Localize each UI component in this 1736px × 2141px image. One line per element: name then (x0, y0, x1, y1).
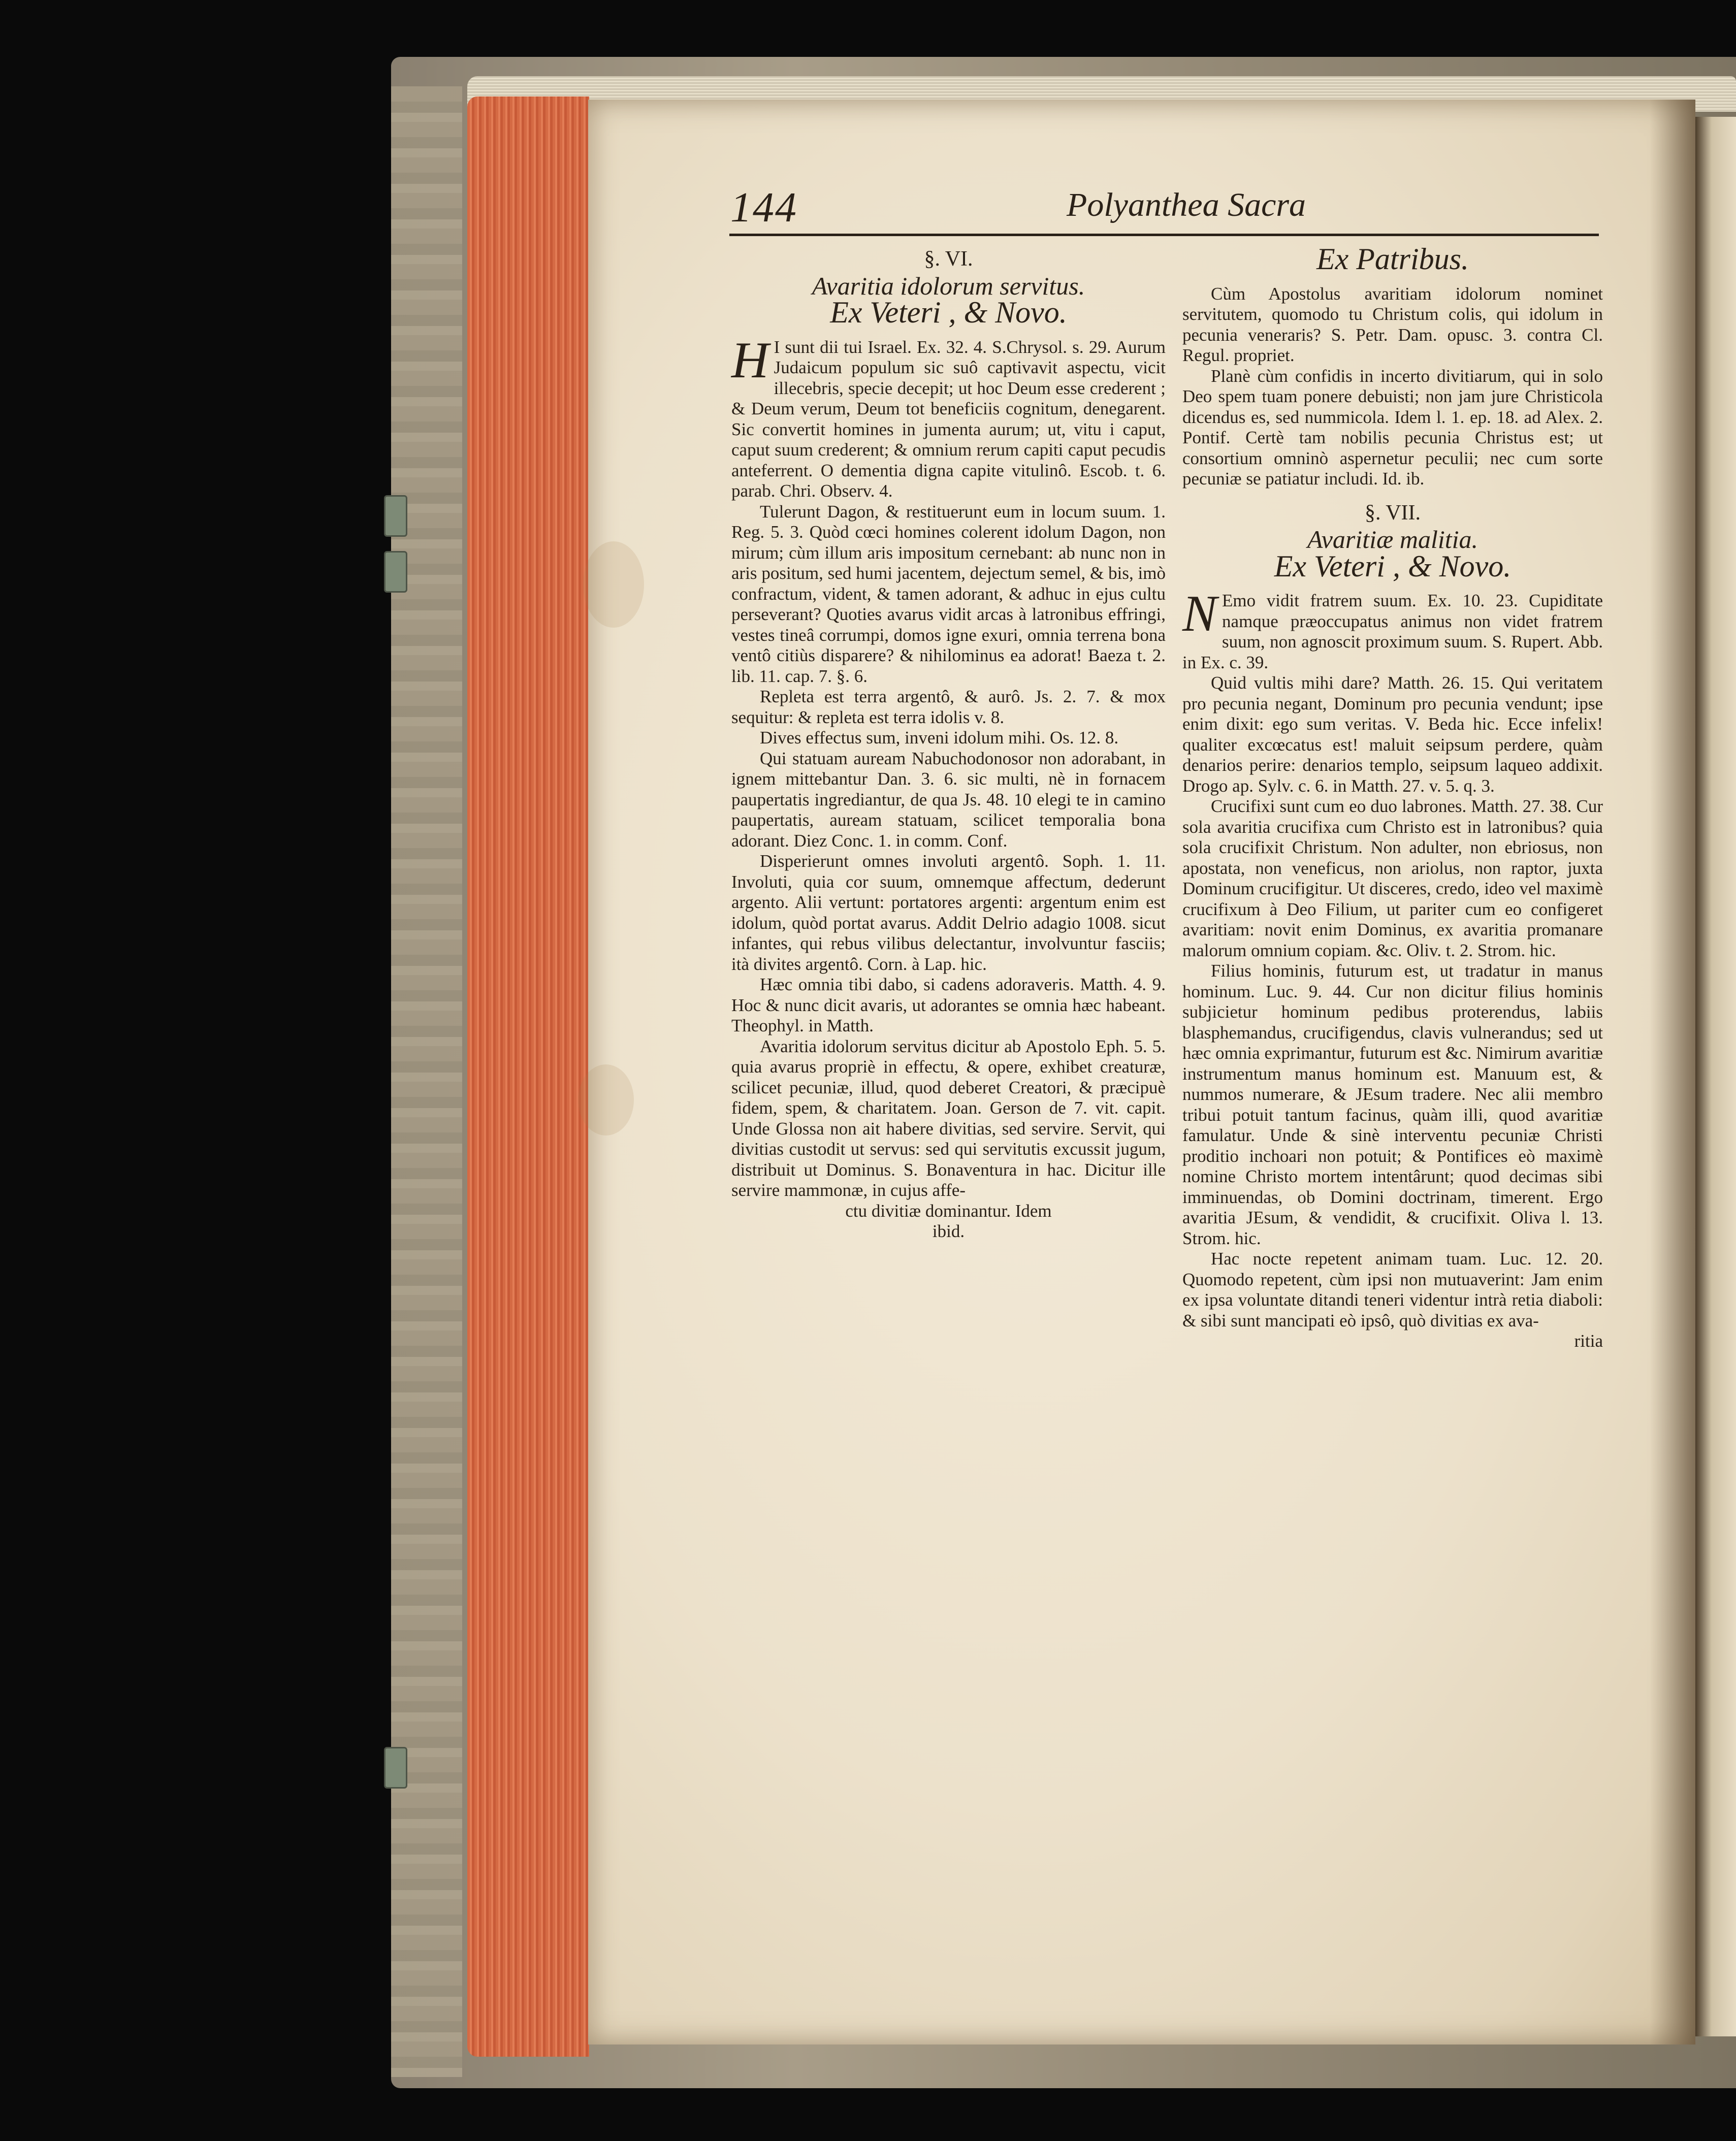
section-subtitle: Ex Veteri , & Novo. (830, 296, 1067, 329)
header-rule (729, 234, 1599, 236)
drop-cap: N (1182, 585, 1217, 642)
running-title: Polyanthea Sacra (1067, 186, 1306, 223)
section-subtitle: Ex Veteri , & Novo. (1274, 549, 1512, 583)
section-title: Avaritia idolorum servitus. (812, 271, 1085, 300)
paragraph (731, 331, 1166, 502)
closing-line: ctu divitiæ dominantur. Idem (845, 1201, 1052, 1221)
right-column (1182, 242, 1603, 1352)
section-title: Ex Patribus. (1316, 242, 1469, 276)
paragraph: Hac nocte repetent animam tuam. Luc. 12. 20. Quomodo repetent, cùm ipsi non mutuaverint: Jam enim ex ipsa voluntate ditandi teneri videntur intrà retia diaboli: & sibi sunt mancipati eò ipsô, quò divitias ex ava- (1182, 1249, 1603, 1331)
section-number: §. VI. (924, 247, 973, 271)
paragraph: Cùm Apostolus avaritiam idolorum nominet servitutem, quomodo tu Christum colis, qui idolum in pecunia veneraris? S. Petr. Dam. opusc. 3. contra Cl. Regul. propriet. (1182, 283, 1603, 365)
paragraph: Qui statuam auream Nabuchodonosor non adorabant, in ignem mittebantur Dan. 3. 6. sic multi, nè in fornacem paupertatis ingrediantur, de qua Js. 48. 10 elegi te in camino paupertatis, auream statuam, scilicet temporalia bona adorant. Diez Conc. 1. in comm. Conf. (731, 748, 1166, 851)
page-number: 144 (730, 184, 797, 231)
paragraph: Quid vultis mihi dare? Matth. 26. 15. Qui veritatem pro pecunia negant, Dominum pro pecunia vendunt; ipse enim dixit: ego sum veritas. V. Beda hic. Ecce infelix! qualiter excœcatus est! maluit seipsum perdere, quàm denarios perire: denarios templo, seipsum laqueo addixit. Drogo ap. Sylv. c. 6. in Matth. 27. v. 5. q. 3. (1182, 673, 1603, 796)
paragraph: Crucifixi sunt cum eo duo labrones. Matth. 27. 38. Cur sola avaritia crucifixa cum Christo est in latronibus? quia sola crucifixit Christum. Non adulter, non ebriosus, non apostata, non veneficus, non ariolus, non raptor, juxta Dominum crucifigitur. Ut disceres, credo, ideo vel maximè crucifixum à Deo Filium, ut pariter cum eo configeret avaritiam: novit enim Dominus, ex avaritia promanare malorum omnium copiam. &c. Oliv. t. 2. Strom. hic. (1182, 796, 1603, 960)
paragraph: Hæc omnia tibi dabo, si cadens adoraveris. Matth. 4. 9. Hoc & nunc dicit avaris, ut adorantes se omnia hæc habeant. Theophyl. in Matth. (731, 975, 1166, 1035)
paragraph: Tulerunt Dagon, & restituerunt eum in locum suum. 1. Reg. 5. 3. Quòd cœci homines colerent idolum Dagon, non mirum; cùm illum aris impositum cernebant: ab nunc non in aris positum, sed humi jacentem, dejectum semel, & bis, imò confractum, vident, & tamen adorant, & adhuc in ejus cultu perseverant? Quoties avarus vidit arcas à latronibus effringi, vestes tineâ corrumpi, domos igne exuri, omnia terrena bona ventô citiùs disparere? & nihilominus ea adorat! Baeza t. 2. lib. 11. cap. 7. §. 6. (731, 501, 1166, 686)
paragraph-text: Emo vidit fratrem suum. Ex. 10. 23. Cupiditate namque præoccupatus animus non videt fratrem suum, non agnoscit proximum suum. S. Rupert. Abb. in Ex. c. 39. (1182, 591, 1603, 672)
closing-reference: ibid. (932, 1221, 965, 1241)
drop-cap: H (731, 331, 769, 389)
paragraph (1182, 585, 1603, 673)
catchword: ritia (1574, 1331, 1603, 1351)
section-number: §. VII. (1364, 501, 1421, 525)
paragraph: Repleta est terra argentô, & aurô. Js. 2. 7. & mox sequitur: & repleta est terra idolis v. 8. (731, 687, 1166, 727)
paragraph: Disperierunt omnes involuti argentô. Soph. 1. 11. Involuti, quia cor suum, omnemque affectum, dederunt argento. Alii vertunt: portatores argenti: argentum enim est idolum, quòd portat avarus. Addit Delrio adagio 1008. sicut infantes, qui rebus vilibus delectantur, involvuntur fasciis; ità divites argentô. Corn. à Lap. hic. (731, 851, 1166, 974)
paragraph-text: I sunt dii tui Israel. Ex. 32. 4. S.Chrysol. s. 29. Aurum Judaicum populum sic suô captivavit aspectu, vicit illecebris, specie decepit; ut hoc Deum esse crederent ; & Deum verum, Deum tot beneficiis cognitum, denegarent. Sic convertit homines in jumenta aurum; ut, vitu i caput, caput suum crederent; & omnium rerum capiti caput pecudis anteferrent. O dementia digna capite vitulinô. Escob. t. 6. parab. Chri. Observ. 4. (731, 337, 1166, 501)
paragraph: Avaritia idolorum servitus dicitur ab Apostolo Eph. 5. 5. quia avarus propriè in effectu, & opere, exhibet creaturæ, scilicet pecuniæ, illud, quod deberet Creatori, & præcipuè fidem, spem, & charitatem. Joan. Gerson de 7. vit. capit. Unde Glossa non ait habere divitias, sed servire. Servit, qui divitias custodit ut servus: sed qui servitutis excussit jugum, distribuit ut Dominus. S. Bonaventura in hac. Dicitur ille servire mammonæ, in cujus affe- (731, 1036, 1166, 1200)
paragraph: Filius hominis, futurum est, ut tradatur in manus hominum. Luc. 9. 44. Cur non dicitur filius hominis subjicietur hominum pedibus proterendus, labiis blasphemandus, crucifigendus, clavis vulnerandus; sed ut hæc omnia exprimantur, futurum est &c. Nimirum avaritiæ instrumentum manus hominum est. Manuum est, & nummos numerare, & JEsum tradere. Nec alii membro tribui potuit tantum facinus, quàm illi, quod avaritiæ famulatur. Unde & sinè interventu pecuniæ Christi proditio inchoari non potuit; & Pontifices eò maximè nomine Christo mortem intentârunt; quod decimas sibi imminuendas, ob Domini doctrinam, timerent. Ergo avaritia JEsum, & vendidit, & crucifixit. Oliva l. 13. Strom. hic. (1182, 961, 1603, 1248)
section-title: Avaritiæ malitia. (1307, 525, 1478, 554)
paragraph: Planè cùm confidis in incerto divitiarum, qui in solo Deo spem tuam ponere debuisti; non jam jure Christicola dicendus es, sed nummicola. Idem l. 1. ep. 18. ad Alex. 2. Pontif. Certè tam nobilis pecunia Christus est; ut consortium omninò aspernetur peculii; nec cum sorte pecuniæ se patiatur includi. Id. ib. (1182, 366, 1603, 489)
left-column (731, 249, 1166, 1242)
paragraph: Dives effectus sum, inveni idolum mihi. Os. 12. 8. (760, 728, 1119, 748)
